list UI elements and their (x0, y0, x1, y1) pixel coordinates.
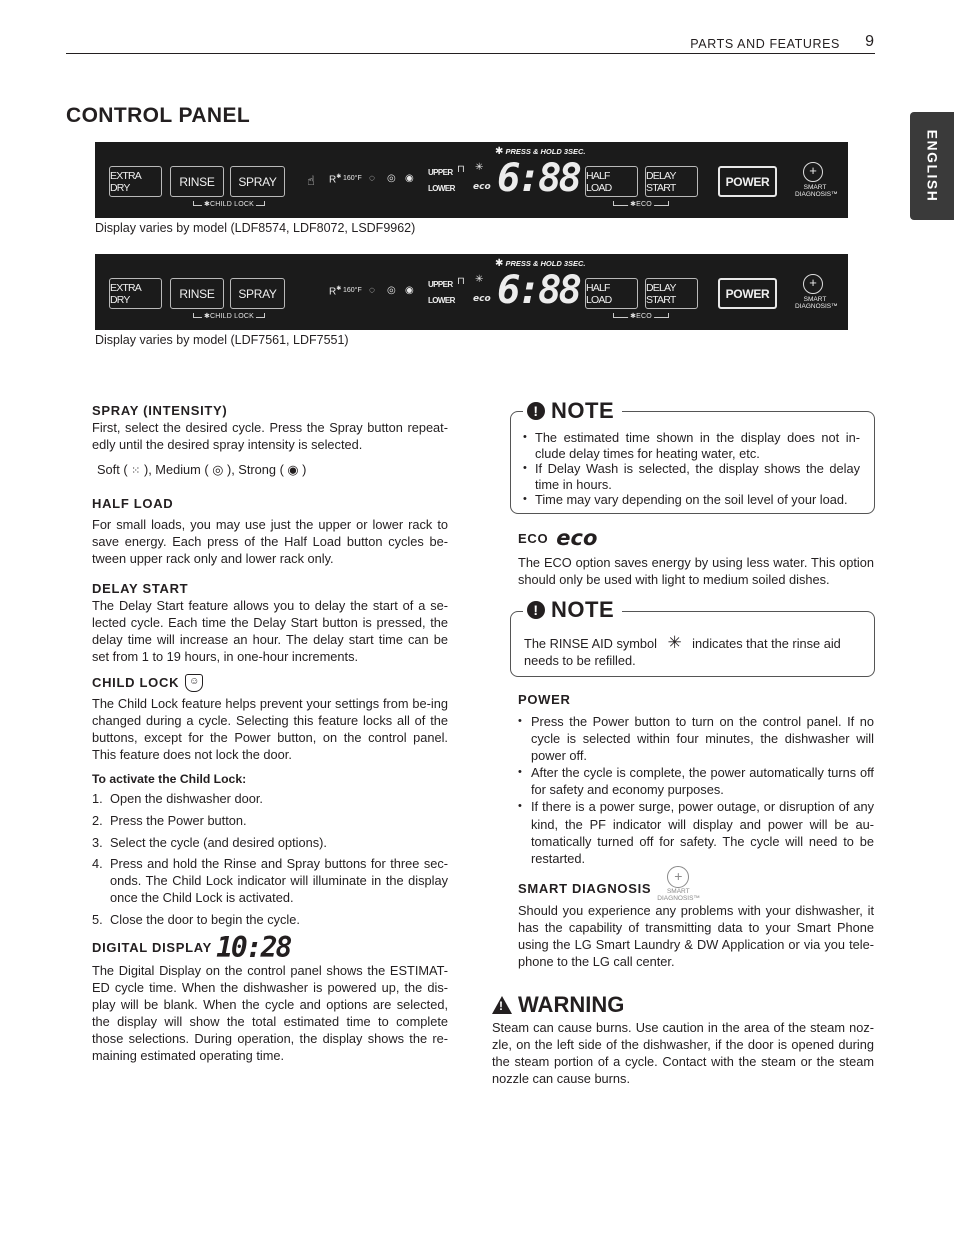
lower-indicator: LOWER (428, 296, 455, 305)
spray-levels (92, 461, 448, 480)
list-item: • If Delay Wash is selected, the display shows the delay time in hours. (523, 461, 860, 492)
lower-indicator: LOWER (428, 184, 455, 193)
child-lock-bracket (193, 313, 265, 318)
list-item: 4. Press and hold the Rinse and Spray buttons for three sec-onds. The Child Lock indicator will illuminate in the display once the Child Lock is activated. (92, 856, 448, 906)
list-item: 1. Open the dishwasher door. (92, 791, 263, 807)
note-2-text-before: The RINSE AID symbol (524, 636, 657, 651)
language-tab-label: ENGLISH (924, 129, 941, 203)
section-title: PARTS AND FEATURES (690, 37, 840, 51)
rinse-aid-indicator-icon: ✳ (475, 162, 484, 173)
extra-dry-button[interactable]: EXTRA DRY (109, 278, 162, 309)
child-lock-indicator-icon: ⊓ (457, 276, 465, 287)
spray-medium-icon: ◎ (387, 285, 396, 296)
child-lock-heading: CHILD LOCK (92, 675, 180, 691)
upper-indicator: UPPER (428, 280, 453, 289)
digital-display: 6:88 (497, 156, 579, 201)
note-title-1 (523, 398, 622, 424)
rinse-button[interactable]: RINSE (170, 278, 224, 309)
child-lock-heading-row (92, 674, 448, 692)
spray-body: First, select the desired cycle. Press the Spray button repeat-edly until the desired spray intensity is selected. (92, 420, 448, 453)
rinse-aid-icon: ✳ (667, 633, 682, 652)
note-2-text-line2: needs to be refilled. (524, 653, 636, 669)
panel-caption-1: Display varies by model (LDF8574, LDF8072, LSDF9962) (95, 221, 416, 235)
child-lock-icon: ☺ (185, 674, 203, 692)
press-hold-label: ✱ PRESS & HOLD 3SEC. (495, 146, 586, 157)
spray-medium-icon: ◎ (387, 173, 396, 184)
power-heading: POWER (518, 692, 571, 707)
rinse-aid-hand-icon: ☝ (307, 173, 315, 188)
digital-display-body: The Digital Display on the control panel shows the ESTIMAT-ED cycle time. When the dishwasher is powered up, the dis-play will be blank. When the cycle and options are selected, the display will show the total estimated time to complete those selections. During operation, the display shows the re-maining estimated operating time. (92, 962, 448, 1064)
smart-diagnosis-icon[interactable]: + (803, 274, 823, 294)
spray-button[interactable]: SPRAY (230, 166, 285, 197)
rinse-aid-indicator-icon: ✳ (475, 274, 484, 285)
spray-soft-icon: ⁙ (131, 465, 141, 478)
smart-diagnosis-icon-label: SMART DIAGNOSIS™ (657, 888, 700, 902)
page-title: CONTROL PANEL (66, 104, 251, 127)
warning-icon: ! (492, 996, 512, 1014)
press-hold-label: ✱ PRESS & HOLD 3SEC. (495, 258, 586, 269)
power-button[interactable]: POWER (718, 278, 777, 309)
smart-diagnosis-heading-row (518, 866, 699, 902)
power-list (518, 713, 874, 867)
left-column (92, 403, 448, 1065)
half-load-heading: HALF LOAD (92, 496, 174, 512)
rinse-button[interactable]: RINSE (170, 166, 224, 197)
digital-display-icon: 10:28 (216, 930, 291, 964)
child-lock-label: ✱CHILD LOCK (203, 313, 255, 320)
page-number: 9 (865, 33, 874, 50)
spray-medium-icon: ◎ (212, 462, 224, 478)
child-lock-label: ✱CHILD LOCK (203, 201, 255, 208)
list-item: • After the cycle is complete, the power automatically turns off for safety and economy purposes. (518, 764, 874, 798)
eco-label: ✱ECO (630, 201, 652, 208)
eco-icon: eco (556, 526, 598, 550)
child-lock-subheading: To activate the Child Lock: (92, 772, 247, 787)
control-panel-1 (95, 142, 848, 218)
eco-indicator: eco (473, 182, 491, 192)
exclamation-icon: ! (527, 601, 545, 619)
spray-button[interactable]: SPRAY (230, 278, 285, 309)
smart-diagnosis-icon[interactable]: + (803, 162, 823, 182)
delay-start-button[interactable]: DELAY START (645, 166, 698, 197)
header-rule (66, 53, 875, 54)
delay-start-heading: DELAY START (92, 580, 189, 596)
spray-strong-label: ), Strong ( (226, 462, 284, 478)
note-title-text: NOTE (551, 398, 615, 423)
smart-diagnosis-heading: SMART DIAGNOSIS (518, 881, 652, 896)
digital-display-heading: DIGITAL DISPLAY (92, 940, 213, 956)
digital-display: 6:88 (497, 268, 579, 313)
press-hold-text: PRESS & HOLD 3SEC. (505, 259, 586, 268)
note-2-text-after: indicates that the rinse aid (692, 636, 841, 651)
eco-body: The ECO option saves energy by using less water. This option should only be used with light to medium soiled dishes. (518, 555, 874, 588)
exclamation-icon: ! (527, 402, 545, 420)
eco-label: ✱ECO (630, 313, 652, 320)
note-2-text (524, 635, 864, 669)
spray-strong-icon: ◉ (405, 285, 414, 296)
list-item: 5. Close the door to begin the cycle. (92, 911, 300, 927)
list-item: • If there is a power surge, power outage, or disruption of any kind, the PF indicator will display and power will be au-tomatically turned off for safety. The cycle will need to be restarted. (518, 798, 874, 866)
temp-indicator: 160°F (343, 175, 362, 182)
spray-strong-icon: ◉ (287, 462, 299, 478)
spray-close: ) (302, 462, 307, 478)
half-load-button[interactable]: HALF LOAD (585, 166, 638, 197)
eco-bracket (613, 201, 669, 206)
eco-indicator: eco (473, 294, 491, 304)
steam-indicator-icon: R✱ (329, 286, 342, 298)
control-panel-2 (95, 254, 848, 330)
half-load-button[interactable]: HALF LOAD (585, 278, 638, 309)
child-lock-steps (92, 790, 448, 928)
smart-diagnosis-label: SMART DIAGNOSIS™ (795, 296, 838, 310)
child-lock-indicator-icon: ⊓ (457, 164, 465, 175)
smart-diagnosis-icon-group (657, 866, 699, 902)
eco-heading-row (518, 528, 597, 548)
spray-soft-icon: ◌ (369, 285, 375, 296)
spray-soft-label: Soft ( (97, 462, 128, 478)
list-item: • Time may vary depending on the soil level of your load. (523, 492, 860, 508)
power-button[interactable]: POWER (718, 166, 777, 197)
spray-medium-label: ), Medium ( (143, 462, 209, 478)
note-1-list (523, 430, 860, 508)
eco-bracket (613, 313, 669, 318)
upper-indicator: UPPER (428, 168, 453, 177)
smart-diagnosis-label: SMART DIAGNOSIS™ (795, 184, 838, 198)
extra-dry-button[interactable]: EXTRA DRY (109, 166, 162, 197)
child-lock-bracket (193, 201, 265, 206)
warning-title-row (492, 992, 624, 1018)
eco-heading: ECO (518, 530, 549, 546)
child-lock-body: The Child Lock feature helps prevent your settings from be-ing changed during a cycle. Selecting this feature locks all of the buttons, except for the Power button, on the control panel. This feature does not lock the door. (92, 695, 448, 763)
half-load-body: For small loads, you may use just the upper or lower rack to save energy. Each press of the Half Load button cycles be-tween upper rack only and lower rack only. (92, 517, 448, 567)
spray-heading: SPRAY (INTENSITY) (92, 403, 228, 418)
language-tab (910, 112, 954, 220)
delay-start-body: The Delay Start feature allows you to delay the start of a se-lected cycle. Each time the Delay Start button is pressed, the delay time will increase an hour. The delay start time can be set from 1 to 19 hours, in one-hour increments. (92, 597, 448, 664)
delay-start-button[interactable]: DELAY START (645, 278, 698, 309)
spray-soft-icon: ◌ (369, 173, 375, 184)
list-item: • Press the Power button to turn on the control panel. If no cycle is selected within four minutes, the dishwasher will power off. (518, 713, 874, 764)
digital-display-heading-row (92, 930, 448, 964)
note-title-text: NOTE (551, 597, 615, 622)
steam-indicator-icon: R✱ (329, 174, 342, 186)
warning-title: WARNING (518, 992, 625, 1017)
list-item: 3. Select the cycle (and desired options). (92, 834, 327, 850)
list-item: • The estimated time shown in the display does not in-clude delay times for heating water, etc. (523, 430, 860, 461)
note-title-2 (523, 597, 622, 623)
panel-caption-2: Display varies by model (LDF7561, LDF7551) (95, 333, 349, 347)
warning-body: Steam can cause burns. Use caution in the area of the steam noz-zle, on the left side of the dishwasher, if the door is opened during the steam portion of a cycle. Contact with the steam or the steam nozzle can cause burns. (492, 1020, 874, 1087)
press-hold-text: PRESS & HOLD 3SEC. (505, 147, 586, 156)
spray-strong-icon: ◉ (405, 173, 414, 184)
temp-indicator: 160°F (343, 287, 362, 294)
smart-diagnosis-icon: + (667, 866, 689, 888)
smart-diagnosis-body: Should you experience any problems with your dishwasher, it has the capability of transmitting data to your Smart Phone using the LG Smart Laundry & DW Application or via you tele-phone to the LG call center. (518, 903, 874, 970)
list-item: 2. Press the Power button. (92, 812, 247, 828)
